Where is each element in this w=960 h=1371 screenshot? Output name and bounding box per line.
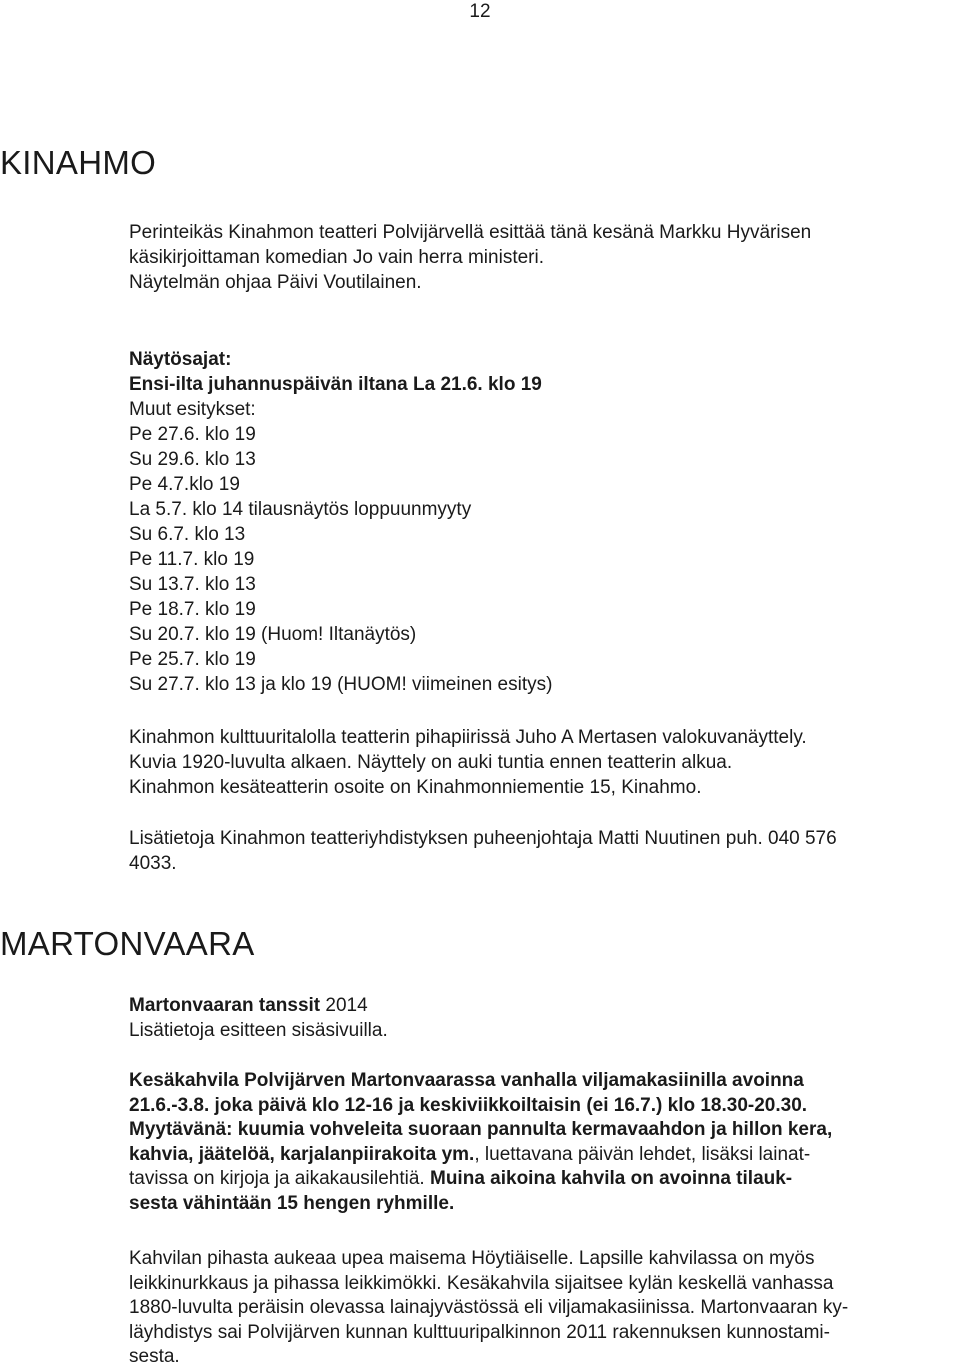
exhibition-line: Kinahmon kesäteatterin osoite on Kinahmonniementie 15, Kinahmo. [129,777,702,798]
cafe-line: Myytävänä: kuumia vohveleita suoraan pannulta kermavaahdon ja hillon kera, [129,1119,833,1141]
exhibition-line: Kuvia 1920-luvulta alkaen. Näyttely on auki tuntia ennen teatterin alkua. [129,752,733,773]
show-line: Pe 25.7. klo 19 [129,649,256,670]
intro-line: käsikirjoittaman komedian Jo vain herra ministeri. [129,247,544,268]
description-line: läyhdistys sai Polvijärven kunnan kulttuuripalkinnon 2011 rakennuksen kunnostami- [129,1321,830,1343]
section-title-kinahmo: KINAHMO [0,144,157,181]
show-line: La 5.7. klo 14 tilausnäytös loppuunmyyty [129,499,472,520]
description-line: leikkinurkkaus ja pihassa leikkimökki. Kesäkahvila sijaitsee kylän keskellä vanhassa [129,1272,834,1294]
premiere-line: Ensi-ilta juhannuspäivän iltana La 21.6. klo 19 [129,374,542,395]
martonvaara-cafe [129,1069,949,1217]
other-shows-heading: Muut esitykset: [129,399,256,420]
dance-year: 2014 [320,995,368,1016]
cafe-other-times: Muina aikoina kahvila on avoinna tilauk- [424,1168,793,1190]
martonvaara-dances [129,993,949,1043]
kinahmo-info [129,826,949,876]
description-line: sesta. [129,1346,180,1368]
show-line: Pe 4.7.klo 19 [129,474,240,495]
cafe-magazines: tavissa on kirjoja ja aikakausilehtiä. [129,1168,425,1190]
kinahmo-exhibition [129,725,949,800]
dance-info: Lisätietoja esitteen sisäsivuilla. [129,1020,388,1041]
dance-line [129,993,949,1018]
show-line: Pe 11.7. klo 19 [129,549,255,570]
schedule-heading: Näytösajat: [129,349,232,370]
cafe-line: 21.6.-3.8. joka päivä klo 12-16 ja keskiviikkoiltaisin (ei 16.7.) klo 18.30-20.30. [129,1094,808,1116]
cafe-line: Kesäkahvila Polvijärven Martonvaarassa vanhalla viljamakasiinilla avoinna [129,1070,804,1091]
cafe-line [129,1167,949,1192]
show-line: Su 27.7. klo 13 ja klo 19 (HUOM! viimeinen esitys) [129,674,553,695]
cafe-line [129,1143,949,1168]
martonvaara-description [129,1247,949,1370]
show-line: Pe 27.6. klo 19 [129,424,256,445]
show-line: Pe 18.7. klo 19 [129,599,256,620]
show-line: Su 20.7. klo 19 (Huom! Iltanäytös) [129,624,417,645]
show-line: Su 13.7. klo 13 [129,574,256,595]
intro-line: Perinteikäs Kinahmon teatteri Polvijärvellä esittää tänä kesänä Markku Hyvärisen [129,222,812,243]
exhibition-line: Kinahmon kulttuuritalolla teatterin pihapiirissä Juho A Mertasen valokuvanäyttely. [129,727,807,748]
cafe-products: kahvia, jäätelöä, karjalanpiirakoita ym. [129,1143,475,1165]
cafe-line: sesta vähintään 15 hengen ryhmille. [129,1192,455,1214]
description-line: 1880-luvulta peräisin olevassa lainajyvästössä eli viljamakasiinissa. Martonvaaran ky- [129,1297,849,1319]
section-title-martonvaara: MARTONVAARA [0,925,255,962]
info-line: 4033. [129,853,177,874]
cafe-newspapers: , luettavana päivän lehdet, lisäksi lainat- [474,1143,811,1165]
kinahmo-intro [129,220,949,295]
intro-line: Näytelmän ohjaa Päivi Voutilainen. [129,272,422,293]
description-line: Kahvilan pihasta aukeaa upea maisema Höytiäiselle. Lapsille kahvilassa on myös [129,1248,815,1269]
page-number: 12 [469,1,491,22]
show-line: Su 29.6. klo 13 [129,449,256,470]
info-line: Lisätietoja Kinahmon teatteriyhdistyksen puheenjohtaja Matti Nuutinen puh. 040 576 [129,828,837,849]
kinahmo-schedule [129,347,949,697]
dance-name: Martonvaaran tanssit [129,995,321,1016]
show-line: Su 6.7. klo 13 [129,524,246,545]
